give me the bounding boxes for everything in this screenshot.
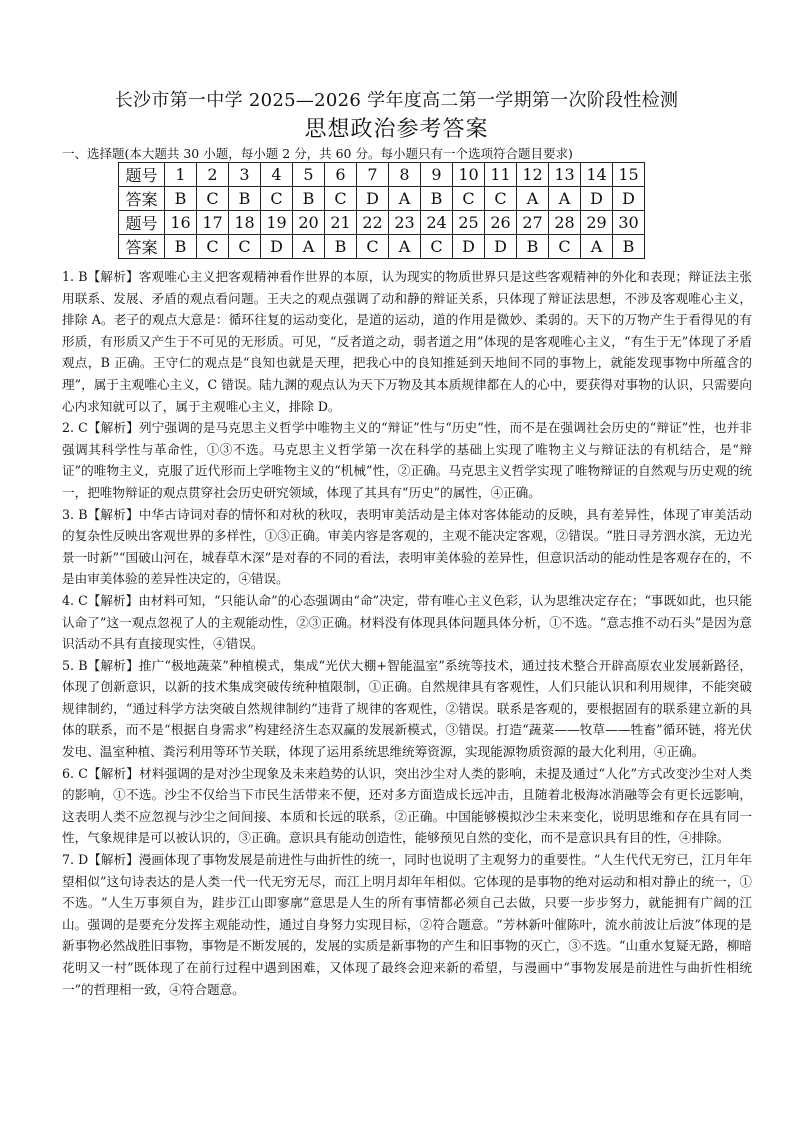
question-number: 29 [581,211,613,235]
question-number: 3 [229,163,261,187]
row-label: 答案 [119,187,165,211]
question-number: 26 [485,211,517,235]
answer-cell: D [613,187,645,211]
question-number: 6 [325,163,357,187]
answer-cell: A [581,235,613,259]
question-number: 30 [613,211,645,235]
explanation-item: 5. B【解析】推广“极地蔬菜”种植模式，集成“光伏大棚+智能温室”系统等技术，通过技术整合开辟高原农业发展新路径，体现了创新意识，以新的技术集成突破传统种植限制，①正确。自然规律具有客观性，人们只能认识和利用规律，不能突破规律制约，“通过科学方法突破自然规律制约”违背了规律的客观性，②错误。联系是客观的，要根据固有的联系建立新的具体的联系，而不是“根据自身需求”构建经济生态双赢的发展新模式，③错误。打造“蔬菜——牧草——牲畜”循环链，将光伏发电、温室种植、粪污利用等环节关联，体现了运用系统思维统筹资源，实现能源物质资源的最大化利用，④正确。 [62,657,752,760]
explanation-item: 1. B【解析】客观唯心主义把客观精神看作世界的本原，认为现实的物质世界只是这些客观精神的外化和表现；辩证法主张用联系、发展、矛盾的观点看问题。王夫之的观点强调了动和静的辩证关系，只体现了辩证法思想，不涉及客观唯心主义，排除 A。老子的观点大意是：循环往复的运动变化，是道的运动，道的作用是微妙、柔弱的。天下的万物产生于看得见的有形质，有形质又产生于不可见的无形质。可见，“反者道之动，弱者道之用”体现的是客观唯心主义，“有生于无”体现了矛盾观点，B 正确。王守仁的观点是“良知也就是天理，把我心中的良知推延到天地间不同的事物上，就能发现事物中所蕴含的理”，属于主观唯心主义，C 错误。陆九渊的观点认为天下万物及其本质规律都在人的心中，要获得对事物的认识，只需要向心内求知就可以了，属于主观唯心主义，排除 D。 [62,269,752,414]
section-heading: 一、选择题(本大题共 30 小题，每小题 2 分，共 60 分。每小题只有一个选项符合题目要求) [62,146,573,161]
answer-cell: B [293,187,325,211]
question-number: 2 [197,163,229,187]
question-number: 11 [485,163,517,187]
answer-cell: A [389,187,421,211]
explanation-item: 7. D【解析】漫画体现了事物发展是前进性与曲折性的统一，同时也说明了主观努力的重要性。“人生代代无穷已，江月年年望相似”这句诗表达的是人类一代一代无穷无尽，而江上明月却年年相似。它体现的是事物的绝对运动和相对静止的统一，①不选。“人生万事须自为，跬步江山即寥廓”意思是人生的所有事情都必须自己去做，只要一步步努力，就能拥有广阔的江山。强调的是要充分发挥主观能动性，通过自身努力实现目标，②符合题意。“芳林新叶催陈叶，流水前波让后波”体现的是新事物必然战胜旧事物，事物是不断发展的，发展的实质是新事物的产生和旧事物的灭亡，③不选。“山重水复疑无路，柳暗花明又一村”既体现了在前行过程中遇到困难，又体现了最终会迎来新的希望，与漫画中“事物发展是前进性与曲折性相统一”的哲理相一致，④符合题意。 [62,852,752,997]
answer-cell: B [421,187,453,211]
answer-cell: A [549,187,581,211]
question-number: 25 [453,211,485,235]
answer-cell: D [261,235,293,259]
answer-cell: B [613,235,645,259]
answer-cell: C [325,187,357,211]
question-number: 17 [197,211,229,235]
row-label: 答案 [119,235,165,259]
table-row-numbers-1 [119,163,645,187]
question-number: 22 [357,211,389,235]
answer-cell: D [357,187,389,211]
exam-title: 长沙市第一中学 2025—2026 学年度高二第一学期第一次阶段性检测 [114,90,679,111]
question-number: 14 [581,163,613,187]
question-number: 16 [165,211,197,235]
question-number: 1 [165,163,197,187]
answer-cell: B [165,187,197,211]
question-number: 18 [229,211,261,235]
table-row-answers-2 [119,235,645,259]
question-number: 24 [421,211,453,235]
answer-cell: B [325,235,357,259]
row-label: 题号 [119,211,165,235]
answer-cell: B [517,235,549,259]
answer-key-title: 思想政治参考答案 [304,117,489,142]
explanation-item: 6. C【解析】材料强调的是对沙尘现象及未来趋势的认识，突出沙尘对人类的影响，未提及通过“人化”方式改变沙尘对人类的影响，①不选。沙尘不仅给当下市民生活带来不便，还对多方面造成长远冲击，且随着北极海冰消融等会有更长远影响，这表明人类不应忽视与沙尘之间间接、本质和长远的联系，②正确。中国能够模拟沙尘未来变化，说明思维和存在具有同一性，气象规律是可以被认识的，③正确。意识具有能动创造性，能够预见自然的变化，而不是意识具有目的性，④排除。 [62,765,752,846]
answer-cell: D [485,235,517,259]
table-row-numbers-2 [119,211,645,235]
question-number: 15 [613,163,645,187]
question-number: 5 [293,163,325,187]
question-number: 4 [261,163,293,187]
answer-cell: D [581,187,613,211]
question-number: 10 [453,163,485,187]
answer-cell: C [549,235,581,259]
question-number: 19 [261,211,293,235]
explanation-item: 2. C【解析】列宁强调的是马克思主义哲学中唯物主义的“辩证”性与“历史”性，而不是在强调社会历史的“辩证”性，也并非强调其科学性与革命性，①③不选。马克思主义哲学第一次在科学的基础上实现了唯物主义与辩证法的有机结合，是“辩证”的唯物主义，克服了近代形而上学唯物主义的“机械”性，②正确。马克思主义哲学实现了唯物辩证的自然观与历史观的统一，把唯物辩证的观点贯穿社会历史研究领域，体现了其具有“历史”的属性，④正确。 [62,420,752,500]
explanations-list [62,266,752,1000]
answer-cell: C [485,187,517,211]
answer-cell: C [261,187,293,211]
answer-cell: A [517,187,549,211]
answer-cell: C [229,235,261,259]
answer-cell: C [197,235,229,259]
answer-cell: A [389,235,421,259]
answer-cell: C [421,235,453,259]
answer-cell: B [165,235,197,259]
answer-cell: B [229,187,261,211]
answer-cell: C [197,187,229,211]
question-number: 28 [549,211,581,235]
question-number: 20 [293,211,325,235]
question-number: 12 [517,163,549,187]
answer-cell: A [293,235,325,259]
question-number: 23 [389,211,421,235]
question-number: 13 [549,163,581,187]
question-number: 9 [421,163,453,187]
question-number: 27 [517,211,549,235]
question-number: 21 [325,211,357,235]
explanation-item: 3. B【解析】中华古诗词对春的情怀和对秋的秋叹，表明审美活动是主体对客体能动的反映，具有差异性，体现了审美活动的复杂性反映出客观世界的多样性，①③正确。审美内容是客观的，主观不能决定客观，②错误。“胜日寻芳泗水滨，无边光景一时新”“国破山河在，城春草木深”是对春的不同的看法，表明审美体验的差异性，但意识活动的能动性是客观存在的，不是由审美体验的差异性决定的，④错误。 [62,506,752,587]
question-number: 8 [389,163,421,187]
row-label: 题号 [119,163,165,187]
table-row-answers-1 [119,187,645,211]
answer-table [118,162,645,259]
answer-cell: C [453,187,485,211]
question-number: 7 [357,163,389,187]
explanation-item: 4. C【解析】由材料可知，“只能认命”的心态强调由“命”决定，带有唯心主义色彩，认为思维决定存在；“事既如此，也只能认命了”这一观点忽视了人的主观能动性，②③正确。材料没有体现具体问题具体分析，①不选。“意志推不动石头”是因为意识活动不具有直接现实性，④错误。 [62,592,752,652]
answer-cell: C [357,235,389,259]
answer-cell: D [453,235,485,259]
